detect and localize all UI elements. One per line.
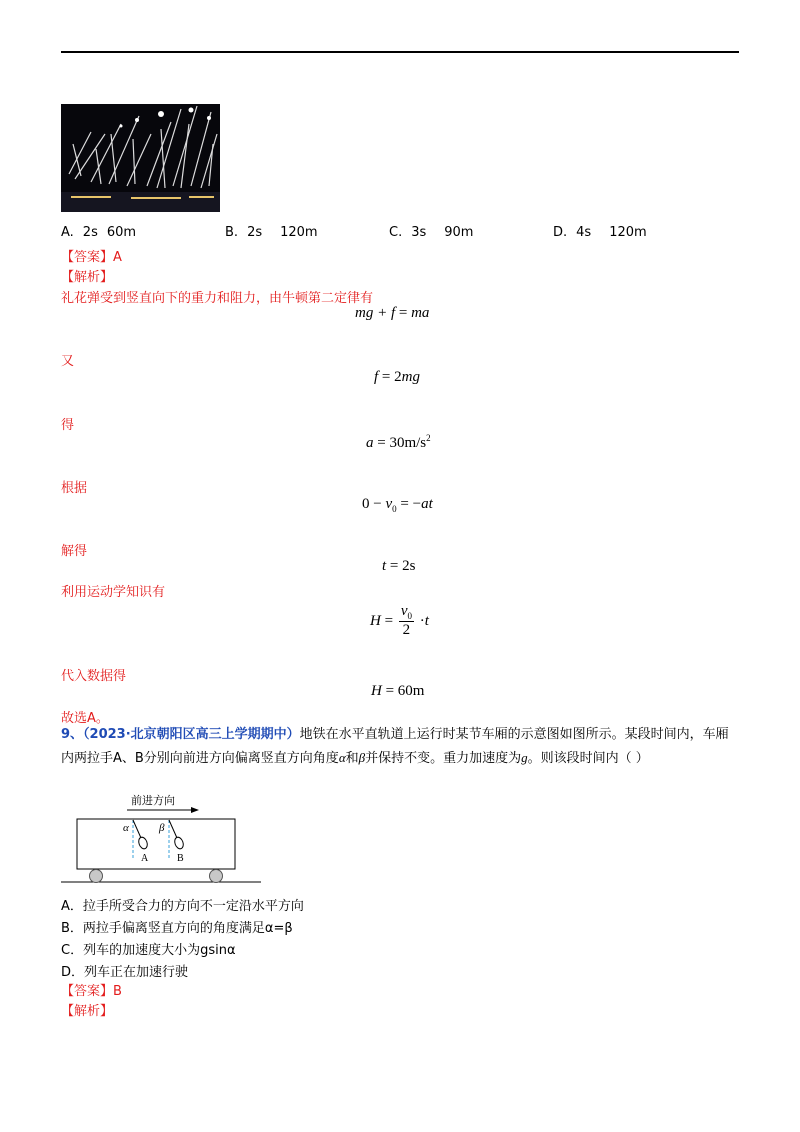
equation-height: H = $\frac{v_0}{2}$ ·t xyxy=(370,603,429,638)
q9-option-d: D．列车正在加速行驶 xyxy=(61,965,189,980)
solution-line-4: 根据 xyxy=(61,481,88,496)
equation-height-value: H = 60m xyxy=(371,683,425,699)
solution-line-8: 故选A。 xyxy=(61,711,109,726)
question-number: 9、 xyxy=(61,727,84,742)
q9-option-c: C．列车的加速度大小为gsinα xyxy=(61,943,236,958)
option-b: B. 2s 120m xyxy=(225,225,318,240)
equation-accel: $a = 30m/s^2$ xyxy=(366,433,431,451)
q9-answer-label: 【答案】B xyxy=(61,984,122,999)
option-d: D. 4s 120m xyxy=(553,225,647,240)
question-source: （2023·北京朝阳区高三上学期期中） xyxy=(83,727,300,742)
equation-kinematic: $0 - v_0 = -at$ xyxy=(362,496,433,514)
train-diagram xyxy=(61,786,271,886)
solution-line-3: 得 xyxy=(61,418,75,433)
equation-time: t = 2s xyxy=(382,558,416,574)
solution-line-2: 又 xyxy=(61,354,75,369)
header-rule xyxy=(61,51,739,53)
answer-label: 【答案】A xyxy=(61,250,122,265)
q9-analysis-label: 【解析】 xyxy=(61,1004,114,1019)
analysis-label: 【解析】 xyxy=(61,270,114,285)
svg-text:α: α xyxy=(123,822,129,834)
direction-label: 前进方向 xyxy=(131,794,175,807)
solution-line-6: 利用运动学知识有 xyxy=(61,585,166,600)
q9-option-b: B．两拉手偏离竖直方向的角度满足α=β xyxy=(61,921,293,936)
svg-text:B: B xyxy=(177,853,184,864)
svg-text:β: β xyxy=(159,822,165,834)
q9-option-a: A．拉手所受合力的方向不一定沿水平方向 xyxy=(61,899,304,914)
option-c: C. 3s 90m xyxy=(389,225,474,240)
equation-newton: mg + f = ma xyxy=(355,305,430,321)
svg-text:A: A xyxy=(141,853,149,864)
solution-line-5: 解得 xyxy=(61,544,88,559)
solution-line-7: 代入数据得 xyxy=(61,669,127,684)
fireworks-image xyxy=(61,104,220,212)
question-9-stem: 9、（2023·北京朝阳区高三上学期期中）地铁在水平直轨道上运行时某节车厢的示意图如图所示。某段时间内，车厢内两拉手A、B分别向前进方向偏离竖直方向角度α和β并保持不变。重力加速度为g。则该段时间内（ ） xyxy=(61,727,729,766)
equation-drag: f = 2mg xyxy=(374,369,420,385)
option-a: A. 2s 60m xyxy=(61,225,137,240)
solution-line-1: 礼花弹受到竖直向下的重力和阻力，由牛顿第二定律有 xyxy=(61,291,374,306)
